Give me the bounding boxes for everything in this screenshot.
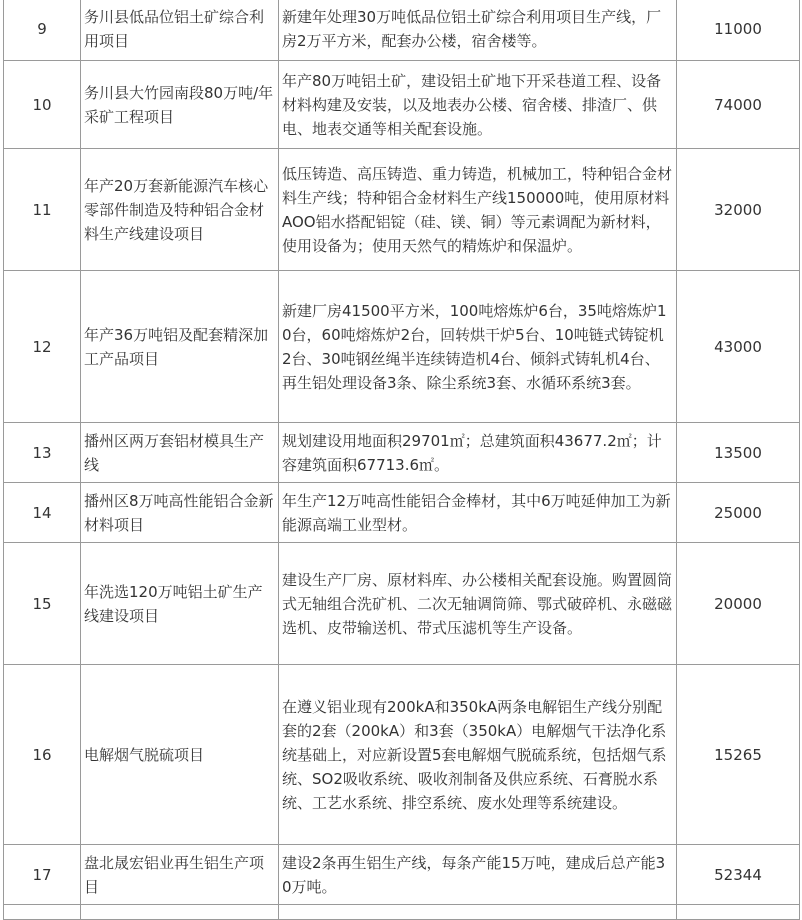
project-content: 新建厂房41500平方米，100吨熔炼炉6台，35吨熔炼炉10台，60吨熔炼炉2台，回转烘干炉5台、10吨链式铸锭机2台、30吨钢丝绳半连续铸造机4台、倾斜式铸轧机4台、再生铝处理设备3条、除尘系统3套、水循环系统3套。 <box>279 271 677 423</box>
row-number: 13 <box>4 423 81 483</box>
project-content: 在遵义铝业现有200kA和350kA两条电解铝生产线分别配套的2套（200kA）和3套（350kA）电解烟气干法净化系统基础上，对应新设置5套电解烟气脱硫系统，包括烟气系统、SO2吸收系统、吸收剂制备及供应系统、石膏脱水系统、工艺水系统、排空系统、废水处理等系统建设。 <box>279 665 677 845</box>
investment-amount: 11000 <box>677 0 800 61</box>
investment-amount: 13500 <box>677 423 800 483</box>
table-row <box>4 665 800 845</box>
table-row <box>4 483 800 543</box>
project-name: 播州区两万套铝材模具生产线 <box>81 423 279 483</box>
empty-cell <box>81 905 279 920</box>
investment-amount: 52344 <box>677 845 800 905</box>
table-row <box>4 61 800 149</box>
table-row <box>4 423 800 483</box>
row-number: 9 <box>4 0 81 61</box>
project-table <box>3 0 800 920</box>
investment-amount: 25000 <box>677 483 800 543</box>
table-row <box>4 271 800 423</box>
investment-amount: 43000 <box>677 271 800 423</box>
empty-cell <box>677 905 800 920</box>
project-content: 建设2条再生铝生产线，每条产能15万吨，建成后总产能30万吨。 <box>279 845 677 905</box>
project-name: 年洗选120万吨铝土矿生产线建设项目 <box>81 543 279 665</box>
project-content: 新建年处理30万吨低品位铝土矿综合利用项目生产线，厂房2万平方米，配套办公楼，宿舍楼等。 <box>279 0 677 61</box>
row-number: 11 <box>4 149 81 271</box>
row-number: 17 <box>4 845 81 905</box>
investment-amount: 74000 <box>677 61 800 149</box>
project-content: 规划建设用地面积29701㎡；总建筑面积43677.2㎡；计容建筑面积67713.6㎡。 <box>279 423 677 483</box>
row-number: 15 <box>4 543 81 665</box>
project-name: 盘北晟宏铝业再生铝生产项目 <box>81 845 279 905</box>
project-name: 电解烟气脱硫项目 <box>81 665 279 845</box>
investment-amount: 32000 <box>677 149 800 271</box>
table-row <box>4 149 800 271</box>
row-number: 16 <box>4 665 81 845</box>
table-row <box>4 0 800 61</box>
project-name: 播州区8万吨高性能铝合金新材料项目 <box>81 483 279 543</box>
empty-cell <box>4 905 81 920</box>
row-number: 12 <box>4 271 81 423</box>
project-name: 务川县低品位铝土矿综合利用项目 <box>81 0 279 61</box>
project-content: 低压铸造、高压铸造、重力铸造，机械加工，特种铝合金材料生产线；特种铝合金材料生产线150000吨，使用原材料AOO铝水搭配铝锭（硅、镁、铜）等元素调配为新材料，使用设备为；使用天然气的精炼炉和保温炉。 <box>279 149 677 271</box>
investment-amount: 20000 <box>677 543 800 665</box>
project-content: 年产80万吨铝土矿，建设铝土矿地下开采巷道工程、设备材料构建及安装，以及地表办公楼、宿舍楼、排渣厂、供电、地表交通等相关配套设施。 <box>279 61 677 149</box>
project-name: 年产36万吨铝及配套精深加工产品项目 <box>81 271 279 423</box>
row-number: 14 <box>4 483 81 543</box>
project-content: 建设生产厂房、原材料库、办公楼相关配套设施。购置圆筒式无轴组合洗矿机、二次无轴调筒筛、鄂式破碎机、永磁磁选机、皮带输送机、带式压滤机等生产设备。 <box>279 543 677 665</box>
project-name: 务川县大竹园南段80万吨/年采矿工程项目 <box>81 61 279 149</box>
project-name: 年产20万套新能源汽车核心零部件制造及特种铝合金材料生产线建设项目 <box>81 149 279 271</box>
row-number: 10 <box>4 61 81 149</box>
table-row <box>4 543 800 665</box>
empty-cell <box>279 905 677 920</box>
project-content: 年生产12万吨高性能铝合金棒材，其中6万吨延伸加工为新能源高端工业型材。 <box>279 483 677 543</box>
table-row <box>4 845 800 905</box>
table-row-partial <box>4 905 800 920</box>
investment-amount: 15265 <box>677 665 800 845</box>
